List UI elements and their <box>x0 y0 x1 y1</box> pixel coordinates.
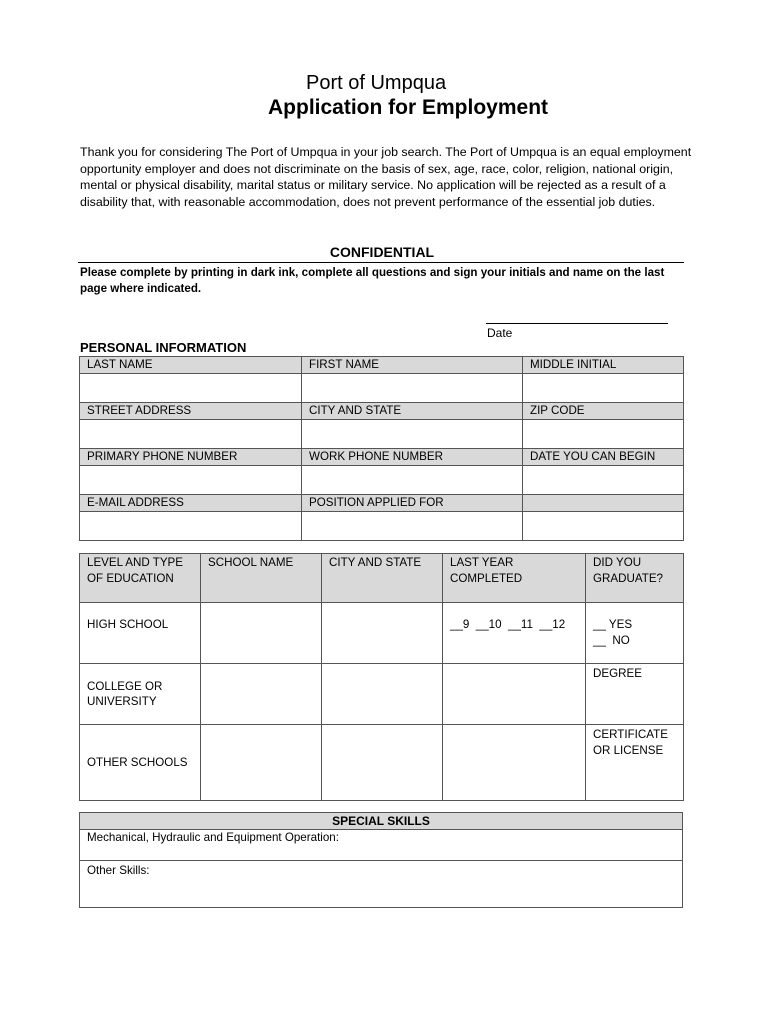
intro-paragraph: Thank you for considering The Port of Umpqua in your job search. The Port of Umpqua is an equal employment opportunity employer and does not discriminate on the basis of sex, age, race, color, religion, national origin, mental or physical disability, marital status or military service. No application will be rejected as a result of a disability that, with reasonable accommodation, does not prevent performance of the essential job duties. <box>80 145 692 209</box>
personal-information-table <box>79 356 684 541</box>
other-skills-field[interactable]: Other Skills: <box>80 861 683 908</box>
form-title: Application for Employment <box>268 96 549 119</box>
high-school-label: HIGH SCHOOL <box>80 603 201 664</box>
middle-initial-label: MIDDLE INITIAL <box>523 357 684 374</box>
start-date-label: DATE YOU CAN BEGIN <box>523 449 684 466</box>
graduated-no-option[interactable]: __ NO <box>593 633 630 647</box>
education-level-header: LEVEL AND TYPE OF EDUCATION <box>80 554 201 603</box>
college-label: COLLEGE OR UNIVERSITY <box>80 664 201 725</box>
primary-phone-field[interactable] <box>80 466 302 495</box>
special-skills-table <box>79 812 683 908</box>
high-school-years-options[interactable]: __9 __10 __11 __12 <box>443 603 586 664</box>
college-name-field[interactable] <box>201 664 322 725</box>
high-school-name-field[interactable] <box>201 603 322 664</box>
blank-field-cell <box>523 512 684 541</box>
instructions-text: Please complete by printing in dark ink, complete all questions and sign your initials and name on the last page where indicated. <box>80 266 665 295</box>
blank-label-cell <box>523 495 684 512</box>
first-name-field[interactable] <box>302 374 523 403</box>
college-city-field[interactable] <box>322 664 443 725</box>
other-school-city-field[interactable] <box>322 725 443 801</box>
last-name-label: LAST NAME <box>80 357 302 374</box>
education-table <box>79 553 684 801</box>
graduated-yes-option[interactable]: __ YES <box>593 618 633 631</box>
primary-phone-label: PRIMARY PHONE NUMBER <box>80 449 302 466</box>
city-state-label: CITY AND STATE <box>302 403 523 420</box>
other-school-name-field[interactable] <box>201 725 322 801</box>
special-skills-heading: SPECIAL SKILLS <box>80 813 683 830</box>
first-name-label: FIRST NAME <box>302 357 523 374</box>
date-label: Date <box>487 326 513 340</box>
date-signature-line[interactable] <box>486 323 668 324</box>
city-state-field[interactable] <box>302 420 523 449</box>
graduated-header: DID YOU GRADUATE? <box>586 554 684 603</box>
zip-code-field[interactable] <box>523 420 684 449</box>
last-year-completed-header: LAST YEAR COMPLETED <box>443 554 586 603</box>
position-field[interactable] <box>302 512 523 541</box>
confidential-divider <box>78 262 684 263</box>
college-year-field[interactable] <box>443 664 586 725</box>
school-city-state-header: CITY AND STATE <box>322 554 443 603</box>
certificate-license-field[interactable]: CERTIFICATE OR LICENSE <box>586 725 684 801</box>
school-name-header: SCHOOL NAME <box>201 554 322 603</box>
zip-code-label: ZIP CODE <box>523 403 684 420</box>
other-school-year-field[interactable] <box>443 725 586 801</box>
work-phone-label: WORK PHONE NUMBER <box>302 449 523 466</box>
confidential-heading: CONFIDENTIAL <box>329 244 435 260</box>
street-address-label: STREET ADDRESS <box>80 403 302 420</box>
high-school-city-field[interactable] <box>322 603 443 664</box>
mechanical-skills-field[interactable]: Mechanical, Hydraulic and Equipment Operation: <box>80 830 683 861</box>
position-label: POSITION APPLIED FOR <box>302 495 523 512</box>
degree-field[interactable]: DEGREE <box>586 664 684 725</box>
start-date-field[interactable] <box>523 466 684 495</box>
street-address-field[interactable] <box>80 420 302 449</box>
email-label: E-MAIL ADDRESS <box>80 495 302 512</box>
work-phone-field[interactable] <box>302 466 523 495</box>
personal-information-heading: PERSONAL INFORMATION <box>80 340 247 355</box>
high-school-graduated-options[interactable] <box>586 603 684 664</box>
email-field[interactable] <box>80 512 302 541</box>
other-schools-label: OTHER SCHOOLS <box>80 725 201 801</box>
last-name-field[interactable] <box>80 374 302 403</box>
middle-initial-field[interactable] <box>523 374 684 403</box>
